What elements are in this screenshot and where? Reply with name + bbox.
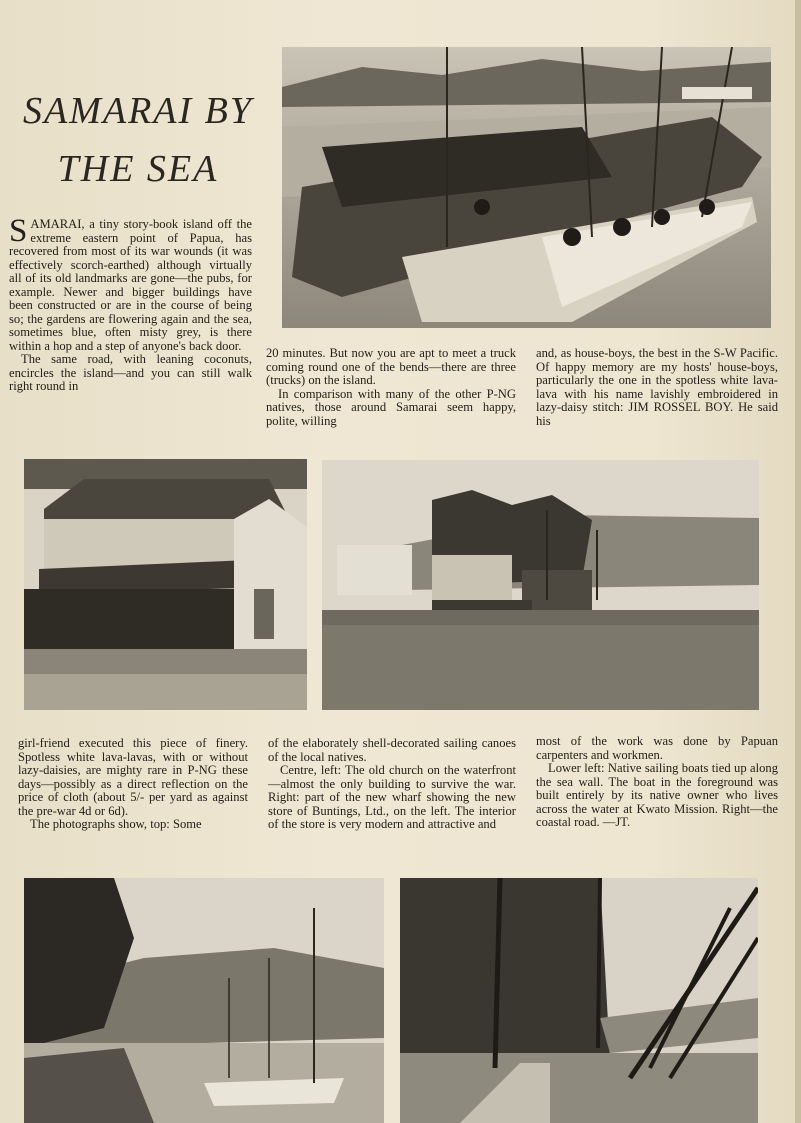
column-3-middle bbox=[536, 735, 778, 830]
page-edge bbox=[795, 0, 801, 1123]
column-2-top bbox=[266, 347, 516, 428]
canoes-caption: of the elaborately shell-decorated sailing canoes of the local natives. bbox=[268, 736, 516, 764]
photo-sailing-boats bbox=[24, 878, 384, 1123]
drop-cap: S bbox=[9, 213, 28, 249]
photo-sailing-canoes bbox=[282, 47, 771, 328]
church-wharf-caption: Centre, left: The old church on the waterfront—almost the only building to survive the war. Right: part of the new wharf showing the new store of Buntings, Ltd., on the left. The interior of the store is very modern and attractive and bbox=[268, 763, 516, 831]
photo-old-church bbox=[24, 459, 307, 710]
photographs-paragraph: The photographs show, top: Some bbox=[30, 817, 202, 831]
column-3-top bbox=[536, 347, 778, 428]
article-title bbox=[8, 82, 268, 198]
road-paragraph: The same road, with leaning coconuts, encircles the island—and you can still walk right round in bbox=[9, 352, 252, 393]
intro-column bbox=[9, 213, 252, 394]
truck-paragraph: 20 minutes. But now you are apt to meet a truck coming round one of the bends—there are three (trucks) on the island. bbox=[266, 346, 516, 387]
lava-lava-paragraph: girl-friend executed this piece of finery. Spotless white lava-lavas, with or without lazy-daisies, are mighty rare in P-NG these days—possibly as a direct reflection on the price of cloth (about 5/- per yard as against the pre-war 4d or 6d). bbox=[18, 736, 248, 818]
column-2-middle bbox=[268, 737, 516, 832]
intro-paragraph: AMARAI, a tiny story-book island off the extreme eastern point of Papua, has recovered from most of its war wounds (it was effectively scorch-earthed) although virtually all of its old landmarks are gone—the pubs, for example. Newer and bigger buildings have been constructed or are in the course of being so; the gardens are flowering again and the sea, sometimes blue, often misty grey, is there within a hop and a step of anyone's back door. bbox=[9, 217, 252, 353]
carpenters-caption: most of the work was done by Papuan carpenters and workmen. bbox=[536, 734, 778, 762]
sailing-boats-caption: Lower left: Native sailing boats tied up along the sea wall. The boat in the foreground was built entirely by its native owner who lives across the water at Kwato Mission. Right—the coastal road. —JT. bbox=[536, 761, 778, 829]
title-line-2: THE SEA bbox=[57, 148, 219, 190]
natives-paragraph: In comparison with many of the other P-NG natives, those around Samarai seem happy, polite, willing bbox=[266, 386, 516, 428]
photo-new-wharf bbox=[322, 460, 759, 710]
title-line-1: SAMARAI BY bbox=[22, 90, 253, 132]
photo-coastal-road bbox=[400, 878, 758, 1123]
column-1-middle bbox=[18, 737, 248, 832]
houseboys-paragraph: and, as house-boys, the best in the S-W Pacific. Of happy memory are my hosts' house-boys, particularly the one in the spotless white lava-lava with his name lavishly embroidered in lazy-daisy stitch: JIM ROSSEL BOY. He said his bbox=[536, 346, 778, 428]
